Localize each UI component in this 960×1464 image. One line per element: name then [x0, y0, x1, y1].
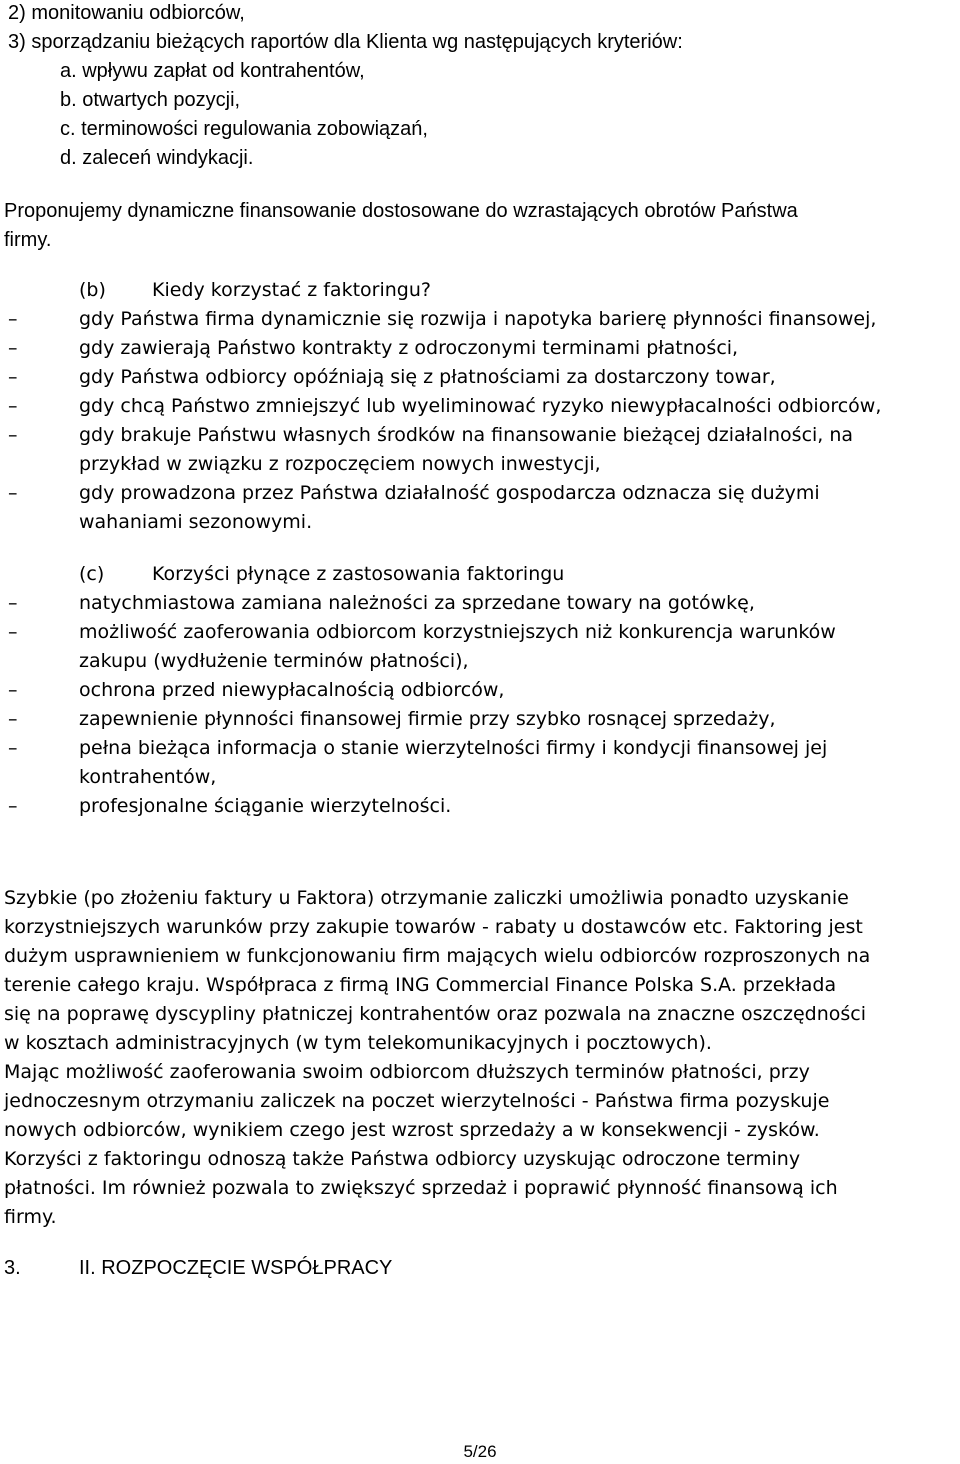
- section-c-bullet-continuation: kontrahentów,: [79, 766, 217, 788]
- section-c-bullet-continuation: zakupu (wydłużenie terminów płatności),: [79, 650, 469, 672]
- section-b-bullet-continuation: przykład w związku z rozpoczęciem nowych inwestycji,: [79, 453, 601, 475]
- body-line: dużym usprawnieniem w funkcjonowaniu firm mających wielu odbiorców rozproszonych na: [4, 945, 871, 967]
- sub-item-d: d. zaleceń windykacji.: [60, 147, 254, 169]
- bullet-dash: –: [8, 424, 18, 446]
- section-c-bullet: ochrona przed niewypłacalnością odbiorców,: [79, 679, 505, 701]
- body-line: terenie całego kraju. Współpraca z firmą ING Commercial Finance Polska S.A. przekłada: [4, 974, 837, 996]
- bullet-dash: –: [8, 621, 18, 643]
- section-b-bullet: gdy chcą Państwo zmniejszyć lub wyeliminować ryzyko niewypłacalności odbiorców,: [79, 395, 882, 417]
- section-c-bullet: pełna bieżąca informacja o stanie wierzytelności firmy i kondycji finansowej jej: [79, 737, 828, 759]
- section-b-bullet: gdy brakuje Państwu własnych środków na finansowanie bieżącej działalności, na: [79, 424, 854, 446]
- section-c-bullet: profesjonalne ściąganie wierzytelności.: [79, 795, 452, 817]
- section-b-bullet: gdy prowadzona przez Państwa działalność gospodarcza odznacza się dużymi: [79, 482, 820, 504]
- bullet-dash: –: [8, 366, 18, 388]
- section-b-title: Kiedy korzystać z faktoringu?: [152, 279, 431, 301]
- bullet-dash: –: [8, 337, 18, 359]
- section-c-bullet: zapewnienie płynności finansowej firmie przy szybko rosnącej sprzedaży,: [79, 708, 776, 730]
- list-item-3: 3) sporządzaniu bieżących raportów dla Klienta wg następujących kryteriów:: [8, 31, 683, 53]
- section-c-bullet: natychmiastowa zamiana należności za sprzedane towary na gotówkę,: [79, 592, 755, 614]
- bullet-dash: –: [8, 592, 18, 614]
- bullet-dash: –: [8, 482, 18, 504]
- list-item-2: 2) monitowaniu odbiorców,: [8, 2, 245, 24]
- section-c-marker: (c): [79, 563, 105, 585]
- bullet-dash: –: [8, 679, 18, 701]
- heading-number: 3.: [4, 1257, 21, 1279]
- bullet-dash: –: [8, 395, 18, 417]
- proposal-line-2: firmy.: [4, 229, 52, 251]
- body-line: firmy.: [4, 1206, 57, 1228]
- sub-item-a: a. wpływu zapłat od kontrahentów,: [60, 60, 365, 82]
- section-b-bullet: gdy Państwa firma dynamicznie się rozwija i napotyka barierę płynności finansowej,: [79, 308, 877, 330]
- body-line: nowych odbiorców, wynikiem czego jest wzrost sprzedaży a w konsekwencji - zysków.: [4, 1119, 820, 1141]
- bullet-dash: –: [8, 737, 18, 759]
- page-number: 5/26: [463, 1442, 497, 1461]
- body-line: w kosztach administracyjnych (w tym telekomunikacyjnych i pocztowych).: [4, 1032, 712, 1054]
- sub-item-b: b. otwartych pozycji,: [60, 89, 241, 111]
- body-line: Korzyści z faktoringu odnoszą także Państwa odbiorcy uzyskując odroczone terminy: [4, 1148, 801, 1170]
- body-line: korzystniejszych warunków przy zakupie towarów - rabaty u dostawców etc. Faktoring jest: [4, 916, 863, 938]
- bullet-dash: –: [8, 708, 18, 730]
- heading-title: II. ROZPOCZĘCIE WSPÓŁPRACY: [79, 1257, 393, 1279]
- bullet-dash: –: [8, 308, 18, 330]
- section-b-bullet: gdy zawierają Państwo kontrakty z odroczonymi terminami płatności,: [79, 337, 739, 359]
- bullet-dash: –: [8, 795, 18, 817]
- body-line: Szybkie (po złożeniu faktury u Faktora) otrzymanie zaliczki umożliwia ponadto uzyskanie: [4, 887, 849, 909]
- section-b-marker: (b): [79, 279, 106, 301]
- section-b-bullet-continuation: wahaniami sezonowymi.: [79, 511, 313, 533]
- body-line: Mając możliwość zaoferowania swoim odbiorcom dłuższych terminów płatności, przy: [4, 1061, 810, 1083]
- body-line: płatności. Im również pozwala to zwiększyć sprzedaż i poprawić płynność finansową ich: [4, 1177, 838, 1199]
- section-b-bullet: gdy Państwa odbiorcy opóźniają się z płatnościami za dostarczony towar,: [79, 366, 776, 388]
- section-c-title: Korzyści płynące z zastosowania faktoringu: [152, 563, 565, 585]
- body-line: jednoczesnym otrzymaniu zaliczek na poczet wierzytelności - Państwa firma pozyskuje: [4, 1090, 830, 1112]
- sub-item-c: c. terminowości regulowania zobowiązań,: [60, 118, 428, 140]
- section-c-bullet: możliwość zaoferowania odbiorcom korzystniejszych niż konkurencja warunków: [79, 621, 836, 643]
- proposal-line-1: Proponujemy dynamiczne finansowanie dostosowane do wzrastających obrotów Państwa: [4, 200, 798, 222]
- body-line: się na poprawę dyscypliny płatniczej kontrahentów oraz pozwala na znaczne oszczędności: [4, 1003, 866, 1025]
